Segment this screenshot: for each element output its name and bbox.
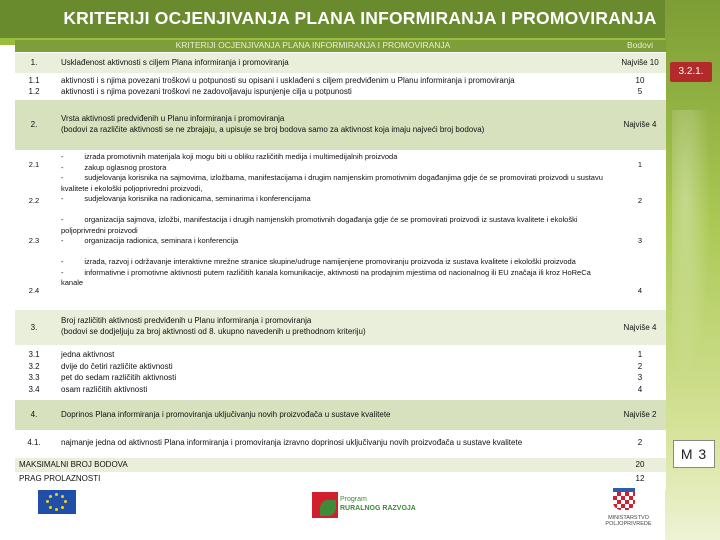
decorative-leaf-shine [672, 110, 716, 410]
eu-star [64, 500, 67, 503]
eu-star [49, 506, 52, 509]
row-points: Najviše 4 [623, 120, 657, 129]
criteria-table [15, 40, 666, 490]
row-number: 2.2 [28, 196, 40, 205]
rural-development-logo [312, 492, 417, 522]
row-number: 1. [30, 58, 38, 67]
row-number: 2. [30, 120, 38, 129]
eu-star [49, 495, 52, 498]
row-number: 2.4 [28, 286, 40, 295]
row-points: 1 2 3 4 [637, 350, 643, 394]
rural-program-leaf-icon [320, 500, 336, 516]
table-row [15, 74, 666, 99]
table-row-group [15, 152, 666, 306]
row-text: aktivnosti i s njima povezani troškovi u potpunosti su opisani i usklađeni s ciljem predviđenim u Planu informiranja i promoviranja aktivnosti i s njima povezani troškovi ne zadovoljavaju ispunjenje cilja u potpunosti [61, 76, 515, 96]
row-text: - organizacija sajmova, izložbi, manifestacija i drugih namjenskih promotivnih događanja gdje će se promovirati proizvodi iz sustava kvalitete i ekološki poljoprivredni proizvodi - organizacija radionica, seminara i konferencija [61, 215, 578, 245]
eu-star [61, 495, 64, 498]
row-text: Usklađenost aktivnosti s ciljem Plana informiranja i promoviranja [61, 58, 289, 67]
row-points: 2 [637, 196, 643, 205]
row-number: 1.1 1.2 [28, 76, 40, 96]
row-number: 3.1 3.2 3.3 3.4 [28, 350, 40, 394]
table-row [15, 346, 666, 396]
croatian-coat-of-arms [613, 488, 635, 514]
table-header [15, 40, 666, 52]
table-row [15, 53, 666, 73]
row-text: najmanje jedna od aktivnosti Plana informiranja i promoviranja izravno doprinosi uključivanju novih proizvođača u sustave kvalitete [61, 438, 523, 447]
coat-shield [613, 492, 635, 510]
row-text: - izrada, razvoj i održavanje interaktivne mrežne stranice skupine/udruge namijenjene promoviranju proizvoda iz sustava kvalitete i ekološki proizvoda - informativne i promotivne aktivnosti putem različitih kanala komunikacije, aktivnosti na prodajnim mjestima od nacionalnog ili EU značaja ili kroz HoReCa kanale [61, 257, 591, 287]
row-text: jedna aktivnost dvije do četiri različite aktivnosti pet do sedam različitih aktivnosti osam različitih aktivnosti [61, 350, 177, 394]
threshold-value: 12 [635, 474, 645, 483]
row-points: Najviše 4 [623, 323, 657, 332]
table-row [15, 431, 666, 455]
row-points: 4 [637, 286, 643, 295]
header-criterion: KRITERIJI OCJENJIVANJA PLANA INFORMIRANJA I PROMOVIRANJA [175, 40, 451, 50]
row-text: - sudjelovanja korisnika na sajmovima, izložbama, manifestacijama i drugim namjenskim promotivnim događanjima gdje će se promovirati proizvodi u sustavu kvalitete i ekološki poljoprivredni proizvodi, - sudjelovanja korisnika na radionicama, seminarima i konferencijama [61, 173, 603, 203]
table-row-threshold [15, 472, 666, 486]
row-number: 2.3 [28, 236, 40, 245]
row-number: 2.1 [28, 160, 40, 169]
eu-flag-logo [38, 490, 76, 514]
header-points: Bodovi [627, 40, 653, 50]
max-points-label: MAKSIMALNI BROJ BODOVA [19, 460, 128, 469]
max-points-value: 20 [635, 460, 645, 469]
threshold-label: PRAG PROLAZNOSTI [19, 474, 101, 483]
eu-star [61, 506, 64, 509]
row-points: Najviše 2 [623, 410, 657, 419]
program-label: Program [340, 496, 367, 503]
table-row [15, 310, 666, 345]
row-number: 3. [30, 323, 38, 332]
row-points: 1 [637, 160, 643, 169]
row-text: Doprinos Plana informiranja i promoviranja uključivanju novih proizvođača u sustave kvalitete [61, 410, 391, 419]
section-number-badge: 3.2.1. [670, 62, 712, 82]
row-points: Najviše 10 [621, 58, 659, 67]
row-points: 3 [637, 236, 643, 245]
eu-star [55, 493, 58, 496]
table-row [15, 100, 666, 150]
program-name: RURALNOG RAZVOJA [340, 505, 416, 512]
measure-badge: M 3 [673, 440, 715, 468]
row-text: - izrada promotivnih materijala koji mogu biti u obliku različitih medija i multimedijalnih proizvoda - zakup oglasnog prostora [61, 152, 398, 172]
row-number: 4.1. [27, 438, 41, 447]
table-row-total [15, 458, 666, 472]
page-title: KRITERIJI OCJENJIVANJA PLANA INFORMIRANJA I PROMOVIRANJA [63, 8, 657, 28]
eu-star [46, 500, 49, 503]
eu-star [55, 508, 58, 511]
table-row [15, 400, 666, 430]
row-points: 2 [637, 438, 643, 447]
row-points: 10 5 [635, 76, 645, 96]
row-text: Broj različitih aktivnosti predviđenih u Planu informiranja i promoviranja (bodovi se dodjeljuju za broj aktivnosti od 8. ukupno navedenih u prethodnom kriteriju) [61, 316, 366, 336]
row-text: Vrsta aktivnosti predviđenih u Planu informiranja i promoviranja (bodovi za različite aktivnosti se ne zbrajaju, a upisuje se broj bodova samo za aktivnost koja imaju najveći broj bodova) [61, 114, 485, 134]
row-number: 4. [30, 410, 38, 419]
ministry-name: MINISTARSTVO POLJOPRIVREDE [605, 515, 652, 527]
